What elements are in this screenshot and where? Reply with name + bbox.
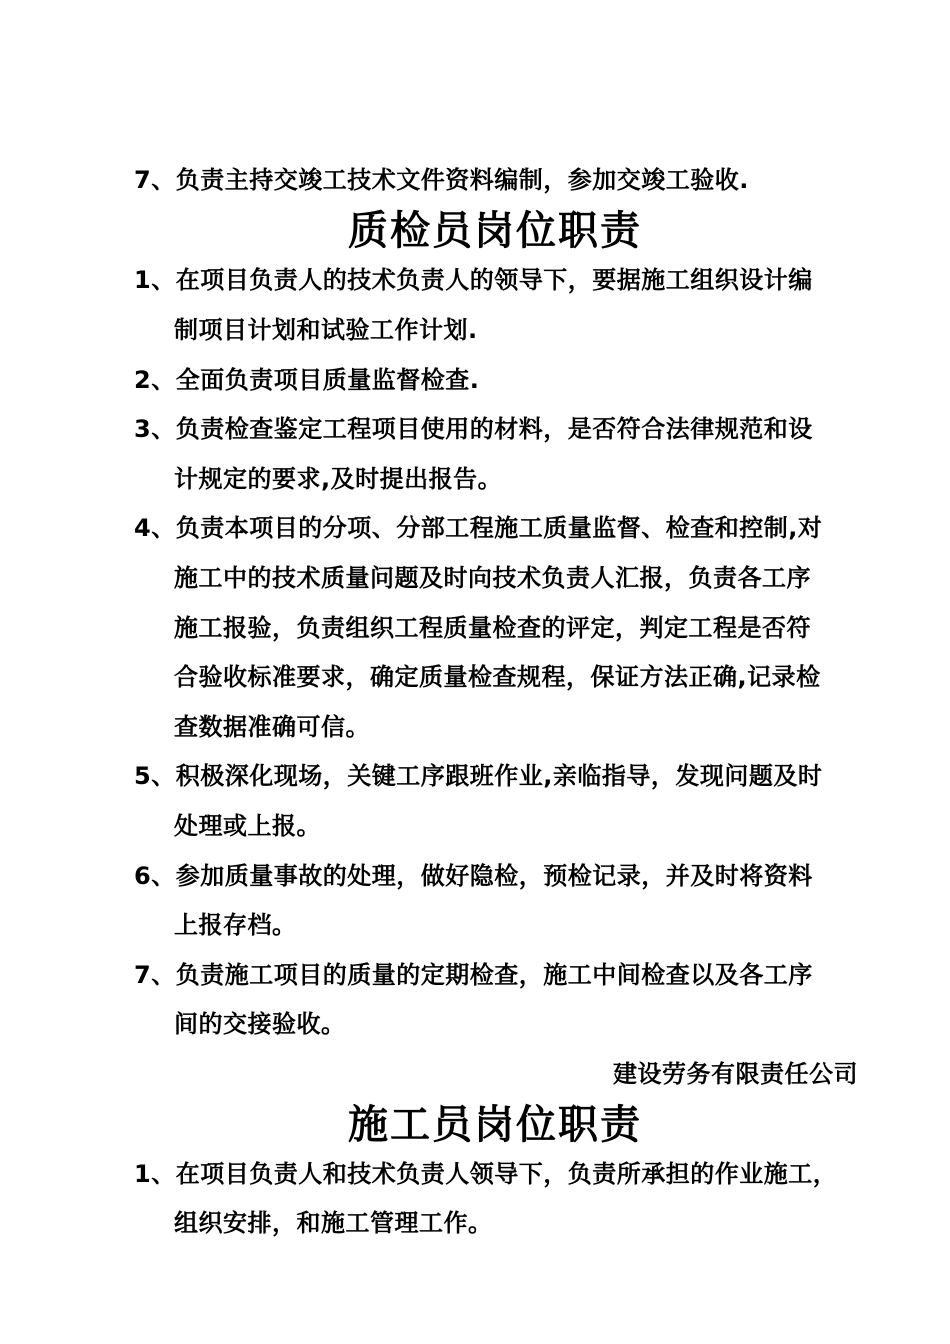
prev-item-7: 7、负责主持交竣工技术文件资料编制，参加交竣工验收. xyxy=(134,166,749,194)
qc-item-6-cont: 上报存档。 xyxy=(174,911,297,939)
qc-item-1: 1、在项目负责人的技术负责人的领导下，要据施工组织设计编 xyxy=(134,266,813,294)
construction-item-1: 1、在项目负责人和技术负责人领导下，负责所承担的作业施工， xyxy=(134,1160,838,1188)
qc-item-3: 3、负责检查鉴定工程项目使用的材料，是否符合法律规范和设 xyxy=(134,415,813,443)
qc-item-4-cont-4: 查数据准确可信。 xyxy=(174,713,370,741)
qc-item-6: 6、参加质量事故的处理，做好隐检，预检记录，并及时将资料 xyxy=(134,862,813,890)
qc-item-7-cont: 间的交接验收。 xyxy=(174,1010,346,1038)
qc-item-5-cont: 处理或上报。 xyxy=(174,812,321,840)
qc-item-4-cont-1: 施工中的技术质量问题及时向技术负责人汇报，负责各工序 xyxy=(174,564,811,592)
section-title-quality-inspector: 质检员岗位职责 xyxy=(348,208,642,254)
qc-item-7: 7、负责施工项目的质量的定期检查，施工中间检查以及各工序 xyxy=(134,961,813,989)
qc-item-4-cont-3: 合验收标准要求，确定质量检查规程，保证方法正确,记录检 xyxy=(174,663,821,691)
qc-item-1-cont: 制项目计划和试验工作计划. xyxy=(174,316,478,344)
qc-item-3-cont: 计规定的要求,及时提出报告。 xyxy=(174,465,503,493)
qc-item-5: 5、积极深化现场，关键工序跟班作业,亲临指导，发现问题及时 xyxy=(134,762,823,790)
company-name: 建设劳务有限责任公司 xyxy=(613,1060,858,1088)
section-title-construction-worker: 施工员岗位职责 xyxy=(348,1102,642,1148)
qc-item-2: 2、全面负责项目质量监督检查. xyxy=(134,366,480,394)
qc-item-4-cont-2: 施工报验，负责组织工程质量检查的评定，判定工程是否符 xyxy=(174,614,811,642)
qc-item-4: 4、负责本项目的分项、分部工程施工质量监督、检查和控制,对 xyxy=(134,514,823,542)
construction-item-1-cont: 组织安排，和施工管理工作。 xyxy=(174,1209,493,1237)
